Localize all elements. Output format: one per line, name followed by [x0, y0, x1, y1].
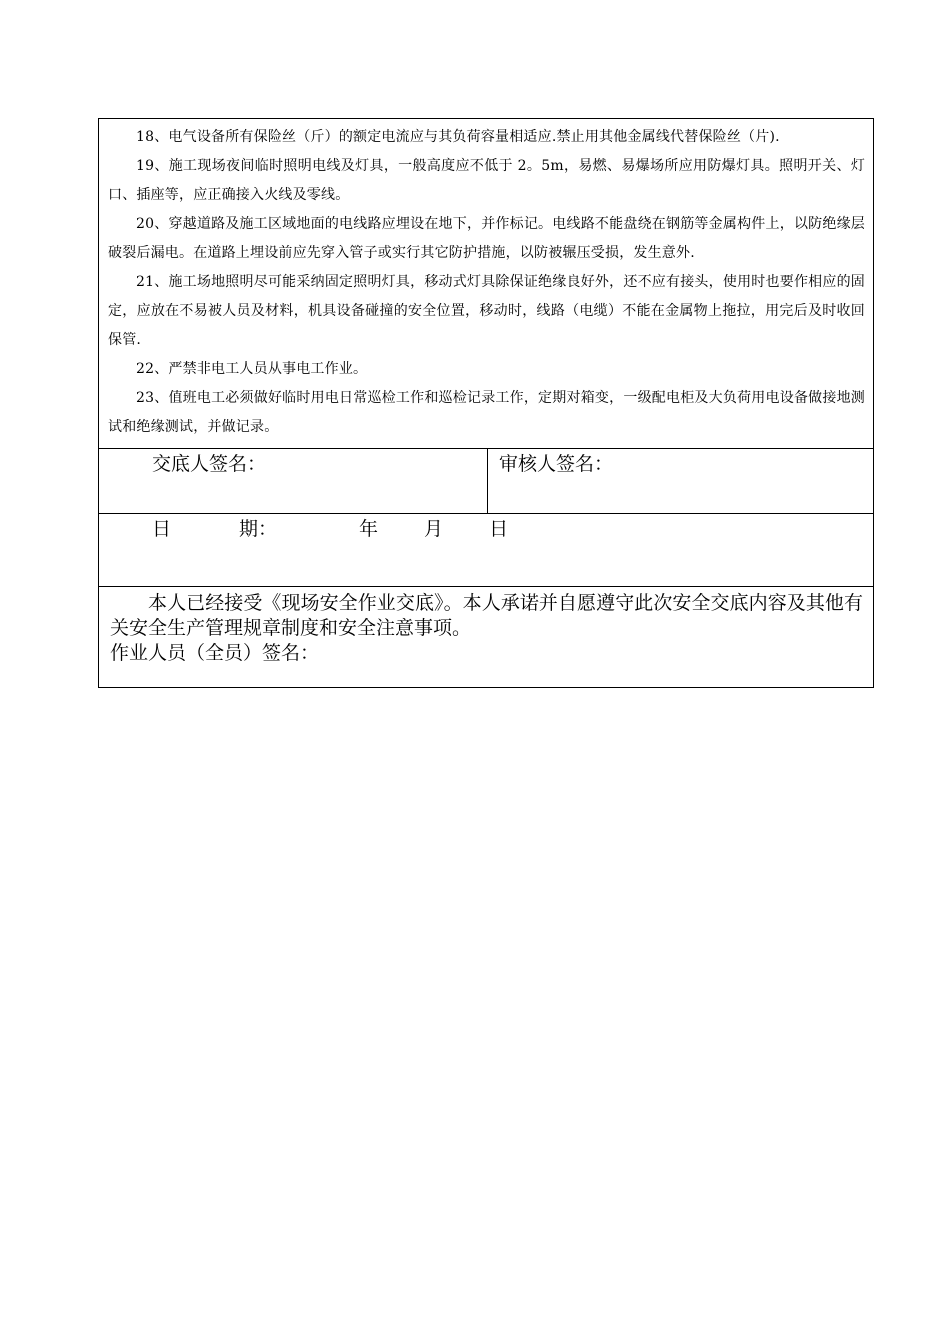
- acknowledgement-text: 本人已经接受《现场安全作业交底》。本人承诺并自愿遵守此次安全交底内容及其他有关安全生产管理规章制度和安全注意事项。: [110, 592, 864, 639]
- briefer-signature-cell[interactable]: [99, 449, 488, 514]
- items-row: [99, 119, 874, 449]
- date-year-label: 年: [359, 518, 379, 540]
- date-day-label: 日: [489, 518, 509, 540]
- reviewer-signature-label: 审核人签名：: [499, 453, 614, 475]
- date-label-qi: 期：: [239, 518, 278, 540]
- acknowledgement-row: [99, 587, 874, 688]
- item-18: 18、电气设备所有保险丝（斤）的额定电流应与其负荷容量相适应.禁止用其他金属线代替保险丝（片).: [136, 129, 780, 145]
- acknowledgement-cell[interactable]: [99, 587, 874, 688]
- date-label-ri: 日: [152, 518, 172, 540]
- item-19: 19、施工现场夜间临时照明电线及灯具，一般高度应不低于 2。5m，易燃、易爆场所应用防爆灯具。照明开关、灯口、插座等，应正确接入火线及零线。: [108, 158, 866, 203]
- date-row: [99, 514, 874, 587]
- items-cell: [99, 119, 874, 449]
- date-cell[interactable]: [99, 514, 874, 587]
- item-20: 20、穿越道路及施工区域地面的电线路应埋设在地下，并作标记。电线路不能盘绕在钢筋等金属构件上，以防绝缘层破裂后漏电。在道路上埋设前应先穿入管子或实行其它防护措施，以防被辗压受损，发生意外.: [108, 216, 866, 261]
- date-month-label: 月: [424, 518, 444, 540]
- safety-briefing-table: [98, 118, 874, 688]
- reviewer-signature-cell[interactable]: [488, 449, 874, 514]
- item-23: 23、值班电工必须做好临时用电日常巡检工作和巡检记录工作，定期对箱变，一级配电柜及大负荷用电设备做接地测试和绝缘测试，并做记录。: [108, 390, 866, 435]
- item-22: 22、严禁非电工人员从事电工作业。: [136, 361, 368, 377]
- worker-signature-label: 作业人员（全员）签名：: [110, 642, 320, 664]
- signature-row: [99, 449, 874, 514]
- item-21: 21、施工场地照明尽可能采纳固定照明灯具，移动式灯具除保证绝缘良好外，还不应有接头，使用时也要作相应的固定，应放在不易被人员及材料，机具设备碰撞的安全位置，移动时，线路（电缆）不能在金属物上拖拉，用完后及时收回保管.: [108, 274, 866, 348]
- briefer-signature-label: 交底人签名：: [152, 453, 267, 475]
